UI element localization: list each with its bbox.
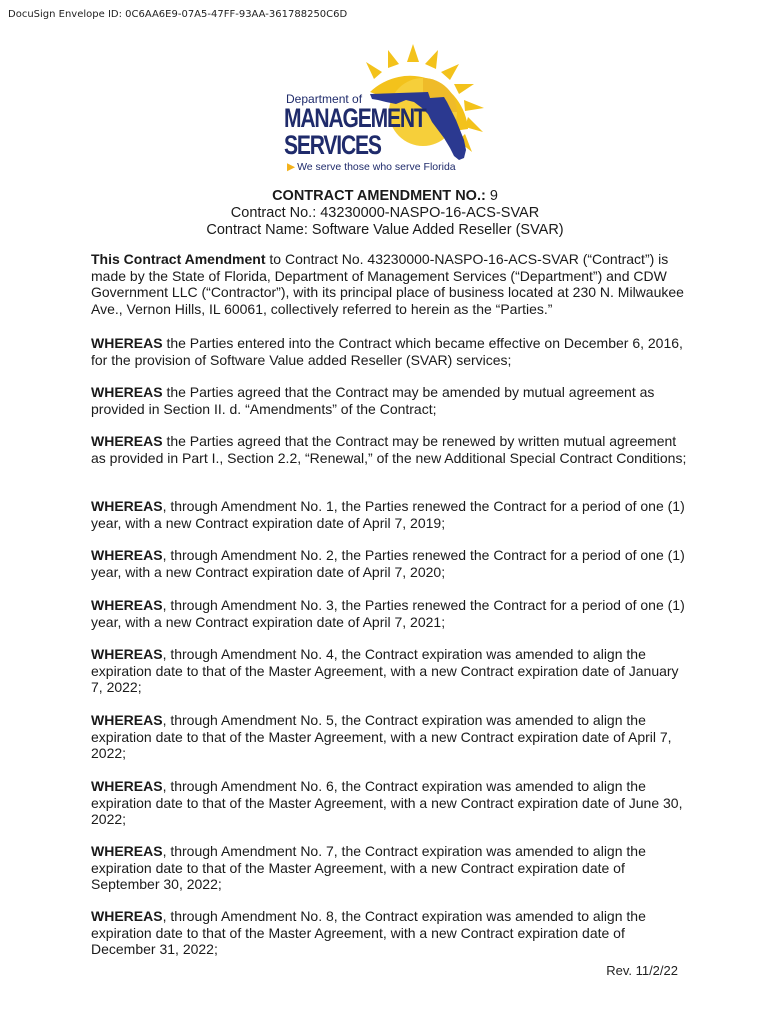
paragraph-lead: WHEREAS bbox=[91, 335, 163, 351]
paragraph bbox=[91, 908, 689, 958]
paragraph-text: , through Amendment No. 8, the Contract expiration was amended to align the expiration date to that of the Master Agreement, with a new Contract expiration date of December 31, 2022; bbox=[91, 908, 646, 957]
logo-management-text: MANAGEMENT bbox=[284, 103, 426, 133]
paragraph-text: , through Amendment No. 7, the Contract expiration was amended to align the expiration date to that of the Master Agreement, with a new Contract expiration date of September 30, 2022; bbox=[91, 843, 646, 892]
paragraph-lead: WHEREAS bbox=[91, 712, 163, 728]
paragraph bbox=[91, 712, 689, 762]
paragraph bbox=[91, 335, 689, 368]
paragraph bbox=[91, 597, 689, 630]
paragraph-lead: WHEREAS bbox=[91, 498, 163, 514]
paragraph-text: , through Amendment No. 5, the Contract expiration was amended to align the expiration date to that of the Master Agreement, with a new Contract expiration date of April 7, 2022; bbox=[91, 712, 672, 761]
paragraph bbox=[91, 778, 689, 828]
paragraph-lead: WHEREAS bbox=[91, 843, 163, 859]
paragraph-text: , through Amendment No. 3, the Parties renewed the Contract for a period of one (1) year, with a new Contract expiration date of April 7, 2021; bbox=[91, 597, 685, 630]
paragraph-lead: WHEREAS bbox=[91, 646, 163, 662]
amendment-number: 9 bbox=[489, 188, 498, 204]
contract-number: Contract No.: 43230000-NASPO-16-ACS-SVAR bbox=[230, 205, 540, 221]
paragraph-lead: WHEREAS bbox=[91, 384, 163, 400]
paragraph-text: , through Amendment No. 6, the Contract expiration was amended to align the expiration date to that of the Master Agreement, with a new Contract expiration date of June 30, 2022; bbox=[91, 778, 683, 827]
paragraph bbox=[91, 251, 689, 317]
logo-services-text: SERVICES bbox=[284, 130, 381, 160]
paragraph bbox=[91, 843, 689, 893]
paragraph bbox=[91, 433, 689, 466]
paragraph-text: the Parties entered into the Contract which became effective on December 6, 2016, for the provision of Software Value added Reseller (SVAR) services; bbox=[91, 335, 683, 368]
logo-department-text: Department of bbox=[286, 92, 363, 106]
paragraph-lead: WHEREAS bbox=[91, 433, 163, 449]
amendment-label: CONTRACT AMENDMENT NO.: bbox=[272, 188, 486, 204]
paragraph-lead: WHEREAS bbox=[91, 778, 163, 794]
dms-logo bbox=[278, 44, 488, 176]
docusign-envelope-id: DocuSign Envelope ID: 0C6AA6E9-07A5-47FF-93AA-361788250C6D bbox=[8, 9, 348, 20]
paragraph bbox=[91, 498, 689, 531]
paragraph bbox=[91, 547, 689, 580]
paragraph-lead: WHEREAS bbox=[91, 908, 163, 924]
paragraph-text: to Contract No. 43230000-NASPO-16-ACS-SVAR (“Contract”) is made by the State of Florida, Department of Management Services (“Department”) and CDW Government LLC (“Contractor”), with its principal place of business located at 230 N. Milwaukee Ave., Vernon Hills, IL 60061, collectively referred to herein as the “Parties.” bbox=[91, 251, 684, 317]
contract-name: Contract Name: Software Value Added Reseller (SVAR) bbox=[206, 222, 564, 238]
paragraph-lead: This Contract Amendment bbox=[91, 251, 266, 267]
paragraph-text: , through Amendment No. 2, the Parties renewed the Contract for a period of one (1) year, with a new Contract expiration date of April 7, 2020; bbox=[91, 547, 685, 580]
paragraph-text: , through Amendment No. 4, the Contract expiration was amended to align the expiration date to that of the Master Agreement, with a new Contract expiration date of January 7, 2022; bbox=[91, 646, 679, 695]
logo-tagline bbox=[287, 161, 456, 173]
paragraph-text: , through Amendment No. 1, the Parties renewed the Contract for a period of one (1) year, with a new Contract expiration date of April 7, 2019; bbox=[91, 498, 685, 531]
paragraph-lead: WHEREAS bbox=[91, 547, 163, 563]
logo-tagline-text: We serve those who serve Florida bbox=[297, 161, 456, 173]
paragraph-lead: WHEREAS bbox=[91, 597, 163, 613]
paragraph-text: the Parties agreed that the Contract may be renewed by written mutual agreement as provided in Part I., Section 2.2, “Renewal,” of the new Additional Special Contract Conditions; bbox=[91, 433, 687, 466]
play-arrow-icon: ▶ bbox=[287, 161, 296, 173]
paragraph-text: the Parties agreed that the Contract may be amended by mutual agreement as provided in Section II. d. “Amendments” of the Contract; bbox=[91, 384, 655, 417]
revision-date: Rev. 11/2/22 bbox=[606, 963, 678, 978]
paragraph bbox=[91, 384, 689, 417]
paragraph bbox=[91, 646, 689, 696]
amendment-title bbox=[0, 188, 770, 205]
